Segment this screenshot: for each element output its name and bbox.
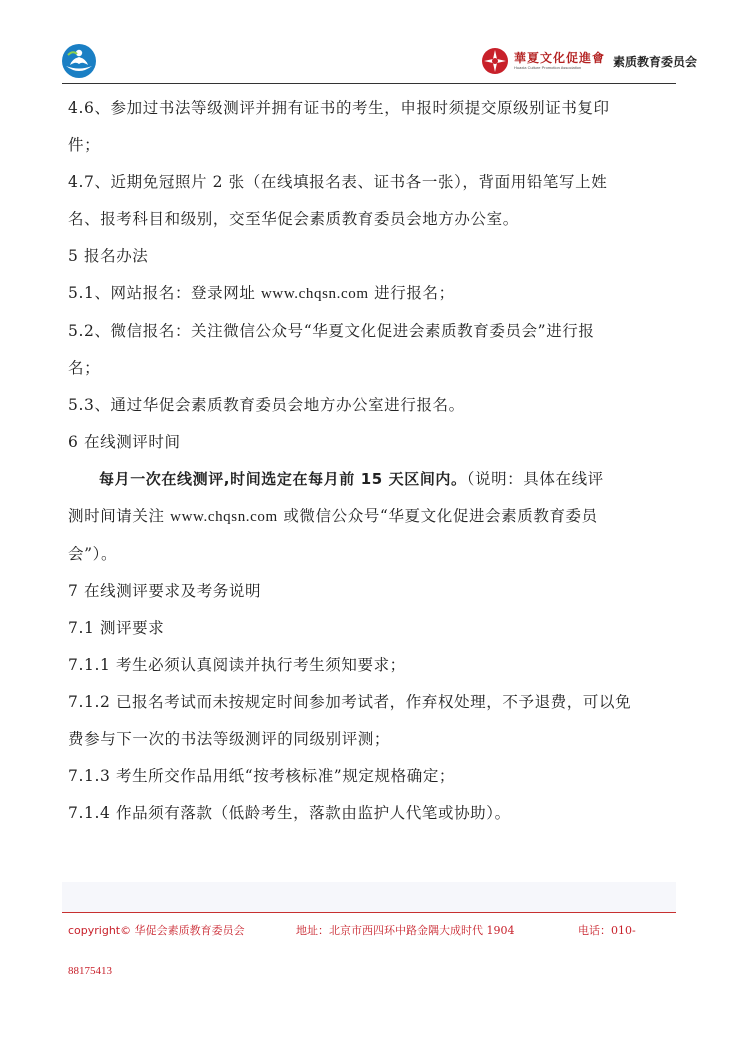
emphasis-text: 每月一次在线测评,时间选定在每月前 15 天区间内。 [99,470,467,488]
text-line: 4.7、近期免冠照片 2 张（在线填报名表、证书各一张），背面用铅笔写上姓 [68,173,608,191]
text-line: 名； [68,359,101,377]
paragraph-5-2-cont [68,350,678,387]
heading-text: 5 报名办法 [68,247,149,265]
section-6-heading [68,424,678,461]
section-5-heading [68,238,678,275]
paragraph-4-7-cont [68,201,678,238]
text-line: 会”）。 [68,545,118,563]
paragraph-7-1-1 [68,647,678,684]
text-line: 7.1.3 考生所交作品用纸“按考核标准”规定规格确定； [68,767,456,785]
website-url: www.chqsn.com [260,286,369,302]
paragraph-6-cont [68,498,678,536]
website-url: www.chqsn.com [170,509,278,525]
brand-name-en: Huaxia Culture Promotion Association [514,65,582,70]
text-segment: 或微信公众号“华夏文化促进会素质教育委员 [277,507,598,525]
paragraph-7-1-4 [68,795,678,832]
text-line: 7.1.2 已报名考试而未按规定时间参加考试者，作弃权处理，不予退费，可以免 [68,693,632,711]
footer-divider [62,912,676,913]
footer-copyright: copyright© 华促会素质教育委员会 [68,924,245,937]
paragraph-4-6 [68,90,678,127]
text-line: 费参与下一次的书法等级测评的同级别评测； [68,730,391,748]
section-7-heading [68,573,678,610]
heading-text: 6 在线测评时间 [68,433,181,451]
text-segment: 测时间请关注 [68,507,171,525]
text-line: 7.1.1 考生必须认真阅读并执行考生须知要求； [68,656,406,674]
paragraph-6-end [68,536,678,573]
paragraph-4-6-cont [68,127,678,164]
section-7-1-heading [68,610,678,647]
text-line: 7.1.4 作品须有落款（低龄考生，落款由监护人代笔或协助）。 [68,804,511,822]
paragraph-5-2 [68,313,678,350]
text-line: 名、报考科目和级别，交至华促会素质教育委员会地方办公室。 [68,210,519,228]
education-logo-icon [60,42,98,80]
text-line: 4.6、参加过书法等级测评并拥有证书的考生，申报时须提交原级别证书复印 [68,99,610,117]
paragraph-5-3 [68,387,678,424]
association-seal-icon [480,46,510,76]
text-segment: 5.1、网站报名：登录网址 [68,284,261,302]
footer-phone-label: 电话：010- [578,924,636,937]
committee-name: 素质教育委员会 [613,54,698,69]
text-segment: 进行报名； [368,284,455,302]
paragraph-7-1-2-cont [68,721,678,758]
paragraph-4-7 [68,164,678,201]
text-segment: （说明：具体在线评 [466,470,604,488]
brand-logo [480,46,697,76]
paragraph-7-1-2 [68,684,678,721]
paragraph-6 [68,461,678,498]
header-divider [62,83,676,84]
footer-phone-number: 88175413 [68,965,112,977]
document-body [68,90,678,832]
heading-text: 7 在线测评要求及考务说明 [68,582,262,600]
text-line: 5.2、微信报名：关注微信公众号“华夏文化促进会素质教育委员会”进行报 [68,322,595,340]
footer-band [62,882,676,912]
brand-name-cn: 華夏文化促進會 [514,51,606,65]
text-line: 件； [68,136,101,154]
footer-address: 地址：北京市西四环中路金隅大成时代 1904 [296,924,515,937]
page-header [0,0,740,86]
paragraph-7-1-3 [68,758,678,795]
text-line: 5.3、通过华促会素质教育委员会地方办公室进行报名。 [68,396,465,414]
paragraph-5-1 [68,275,678,313]
heading-text: 7.1 测评要求 [68,619,165,637]
